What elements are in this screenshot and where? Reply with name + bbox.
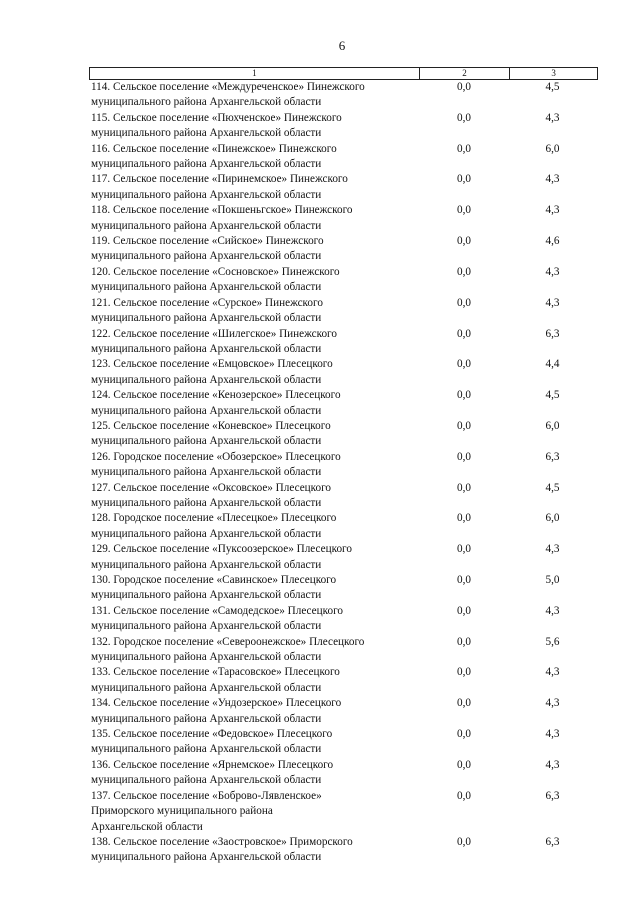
settlement-name-cell (89, 758, 419, 789)
header-cell-1: 1 (90, 68, 420, 79)
value-column-3: 4,3 (545, 111, 560, 124)
settlement-name-line: муниципального района Архангельской области (91, 712, 322, 725)
settlement-name-line: муниципального района Архангельской области (91, 620, 322, 633)
settlement-name-line: 119. Сельское поселение «Сийское» Пинежского (91, 235, 324, 248)
table-row (89, 296, 598, 327)
settlement-name-cell (89, 296, 419, 327)
value-column-2: 0,0 (457, 235, 471, 248)
value-column-3: 6,3 (545, 450, 560, 463)
value-column-2: 0,0 (457, 481, 471, 494)
table-row (89, 665, 598, 696)
value-column-2: 0,0 (457, 574, 471, 586)
value-column-3: 4,3 (545, 543, 560, 556)
value-column-2: 0,0 (457, 758, 471, 771)
table-row (89, 573, 598, 604)
value-column-3: 4,5 (545, 81, 560, 93)
settlement-name-cell (89, 234, 419, 265)
settlement-name-line: муниципального района Архангельской области (91, 188, 322, 201)
table-row (89, 450, 598, 481)
settlement-name-cell (89, 357, 419, 388)
settlement-name-line: муниципального района Архангельской области (91, 743, 322, 756)
value-column-2: 0,0 (457, 81, 471, 93)
table-row (89, 835, 598, 866)
settlement-name-cell (89, 835, 419, 866)
settlement-name-line: 137. Сельское поселение «Боброво-Лявленское» (91, 789, 322, 802)
table-row (89, 142, 598, 173)
settlement-name-line: 132. Городское поселение «Североонежское» Плесецкого (91, 635, 365, 648)
settlement-name-line: муниципального района Архангельской области (91, 774, 322, 787)
settlement-name-line: муниципального района Архангельской области (91, 373, 322, 386)
settlement-name-line: муниципального района Архангельской области (91, 312, 322, 325)
data-table (89, 67, 598, 866)
value-column-2: 0,0 (457, 173, 471, 186)
settlement-name-line: муниципального района Архангельской области (91, 127, 322, 140)
table-body (89, 80, 598, 866)
value-column-3: 4,5 (545, 389, 560, 402)
settlement-name-line: муниципального района Архангельской области (91, 435, 322, 448)
header-cell-2: 2 (420, 68, 511, 79)
value-column-2: 0,0 (457, 142, 471, 155)
settlement-name-cell (89, 388, 419, 419)
settlement-name-cell (89, 635, 419, 666)
value-column-3: 4,6 (545, 235, 560, 248)
settlement-name-line: муниципального района Архангельской области (91, 158, 322, 171)
value-column-3: 4,4 (545, 358, 560, 371)
settlement-name-line: 136. Сельское поселение «Ярнемское» Плесецкого (91, 758, 334, 771)
value-column-3: 4,3 (545, 758, 560, 771)
settlement-name-cell (89, 111, 419, 142)
settlement-name-line: муниципального района Архангельской области (91, 681, 322, 694)
settlement-name-line: 129. Сельское поселение «Пуксоозерское» Плесецкого (91, 543, 352, 556)
settlement-name-cell (89, 665, 419, 696)
settlement-name-line: муниципального района Архангельской области (91, 558, 322, 571)
table-row (89, 481, 598, 512)
settlement-name-cell (89, 142, 419, 173)
value-column-3: 5,0 (545, 574, 560, 586)
settlement-name-line: 134. Сельское поселение «Ундозерское» Плесецкого (91, 697, 342, 710)
settlement-name-line: 114. Сельское поселение «Междуреченское» Пинежского (91, 81, 365, 93)
settlement-name-cell (89, 203, 419, 234)
table-row (89, 327, 598, 358)
settlement-name-line: 118. Сельское поселение «Покшеньгское» Пинежского (91, 204, 353, 217)
header-cell-3: 3 (551, 68, 556, 78)
settlement-name-line: 124. Сельское поселение «Кенозерское» Плесецкого (91, 389, 341, 402)
value-column-3: 4,3 (545, 204, 560, 217)
table-row (89, 727, 598, 758)
settlement-name-line: 133. Сельское поселение «Тарасовское» Плесецкого (91, 666, 340, 679)
settlement-name-line: муниципального района Архангельской области (91, 496, 322, 509)
page-number: 6 (338, 38, 346, 53)
table-row (89, 419, 598, 450)
settlement-name-cell (89, 789, 419, 835)
value-column-3: 6,0 (545, 512, 560, 525)
table-row (89, 234, 598, 265)
table-row (89, 635, 598, 666)
table-row (89, 203, 598, 234)
table-row (89, 542, 598, 573)
value-column-3: 4,3 (545, 604, 560, 617)
settlement-name-line: муниципального района Архангельской области (91, 651, 322, 664)
settlement-name-line: муниципального района Архангельской области (91, 404, 322, 417)
settlement-name-line: 138. Сельское поселение «Заостровское» Приморского (91, 835, 353, 848)
value-column-3: 4,3 (545, 697, 560, 710)
value-column-2: 0,0 (457, 697, 471, 710)
settlement-name-line: муниципального района Архангельской области (91, 851, 322, 864)
settlement-name-line: 117. Сельское поселение «Пиринемское» Пинежского (91, 173, 348, 186)
settlement-name-line: муниципального района Архангельской области (91, 466, 322, 479)
value-column-2: 0,0 (457, 543, 471, 556)
settlement-name-cell (89, 481, 419, 512)
value-column-2: 0,0 (457, 358, 471, 371)
value-column-2: 0,0 (457, 635, 471, 648)
value-column-3: 4,3 (545, 265, 560, 278)
settlement-name-line: 127. Сельское поселение «Оксовское» Плесецкого (91, 481, 332, 494)
value-column-2: 0,0 (457, 389, 471, 402)
settlement-name-cell (89, 327, 419, 358)
settlement-name-cell (89, 80, 419, 111)
settlement-name-line: 131. Сельское поселение «Самодедское» Плесецкого (91, 604, 343, 617)
settlement-name-line: 116. Сельское поселение «Пинежское» Пинежского (91, 142, 337, 155)
value-column-3: 4,3 (545, 728, 560, 741)
value-column-2: 0,0 (457, 265, 471, 278)
value-column-3: 5,6 (545, 635, 560, 648)
table-row (89, 172, 598, 203)
table-row (89, 111, 598, 142)
value-column-3: 6,3 (545, 835, 560, 848)
settlement-name-line: 115. Сельское поселение «Пюхченское» Пинежского (91, 111, 342, 124)
settlement-name-cell (89, 265, 419, 296)
value-column-2: 0,0 (457, 512, 471, 525)
settlement-name-line: муниципального района Архангельской области (91, 527, 322, 540)
settlement-name-line: муниципального района Архангельской области (91, 342, 322, 355)
settlement-name-line: муниципального района Архангельской области (91, 589, 322, 602)
settlement-name-cell (89, 573, 419, 604)
table-row (89, 696, 598, 727)
settlement-name-cell (89, 450, 419, 481)
value-column-2: 0,0 (457, 728, 471, 741)
value-column-2: 0,0 (457, 111, 471, 124)
settlement-name-cell (89, 542, 419, 573)
settlement-name-line: 122. Сельское поселение «Шилегское» Пинежского (91, 327, 337, 340)
settlement-name-cell (89, 696, 419, 727)
settlement-name-line: 135. Сельское поселение «Федовское» Плесецкого (91, 728, 333, 741)
table-row (89, 357, 598, 388)
settlement-name-line: муниципального района Архангельской области (91, 96, 322, 109)
value-column-2: 0,0 (457, 666, 471, 679)
value-column-3: 4,5 (545, 481, 560, 494)
settlement-name-line: 125. Сельское поселение «Коневское» Плесецкого (91, 419, 331, 432)
table-row (89, 604, 598, 635)
table-row (89, 789, 598, 835)
settlement-name-line: 121. Сельское поселение «Сурское» Пинежского (91, 296, 323, 309)
settlement-name-line: муниципального района Архангельской области (91, 219, 322, 232)
settlement-name-cell (89, 727, 419, 758)
value-column-2: 0,0 (457, 450, 471, 463)
settlement-name-line: 128. Городское поселение «Плесецкое» Плесецкого (91, 512, 337, 525)
settlement-name-line: 123. Сельское поселение «Емцовское» Плесецкого (91, 358, 333, 371)
value-column-2: 0,0 (457, 835, 471, 848)
value-column-3: 6,0 (545, 142, 560, 155)
settlement-name-cell (89, 419, 419, 450)
table-row (89, 80, 598, 111)
settlement-name-line: муниципального района Архангельской области (91, 281, 322, 294)
value-column-3: 4,3 (545, 296, 560, 309)
table-row (89, 388, 598, 419)
value-column-2: 0,0 (457, 296, 471, 309)
settlement-name-line: Приморского муниципального района (91, 805, 273, 818)
settlement-name-line: 130. Городское поселение «Савинское» Плесецкого (91, 574, 337, 586)
value-column-2: 0,0 (457, 604, 471, 617)
value-column-3: 4,3 (545, 173, 560, 186)
value-column-2: 0,0 (457, 204, 471, 217)
table-row (89, 265, 598, 296)
value-column-3: 6,3 (545, 789, 560, 802)
value-column-3: 4,3 (545, 666, 560, 679)
table-header-row (89, 67, 598, 80)
value-column-2: 0,0 (457, 327, 471, 340)
settlement-name-line: муниципального района Архангельской области (91, 250, 322, 263)
settlement-name-line: 120. Сельское поселение «Сосновское» Пинежского (91, 265, 340, 278)
value-column-3: 6,3 (545, 327, 560, 340)
settlement-name-cell (89, 511, 419, 542)
settlement-name-cell (89, 172, 419, 203)
settlement-name-cell (89, 604, 419, 635)
settlement-name-line: 126. Городское поселение «Обозерское» Плесецкого (91, 450, 341, 463)
value-column-2: 0,0 (457, 419, 471, 432)
settlement-name-line: Архангельской области (91, 820, 203, 833)
table-row (89, 511, 598, 542)
value-column-3: 6,0 (545, 419, 560, 432)
table-row (89, 758, 598, 789)
value-column-2: 0,0 (457, 789, 471, 802)
